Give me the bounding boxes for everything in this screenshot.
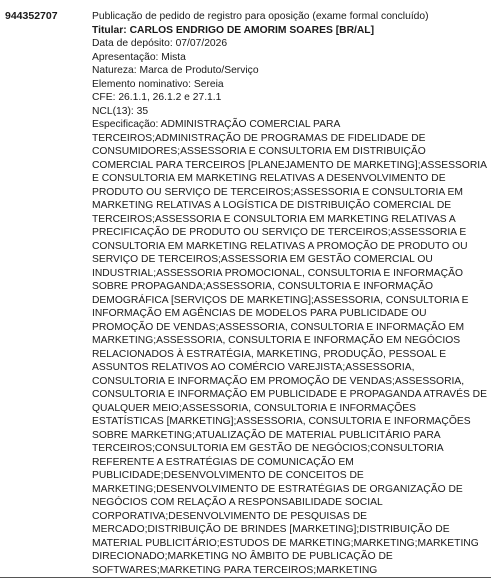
- ncl-class: NCL(13): 35: [92, 105, 149, 117]
- cfe-codes: CFE: 26.1.1, 26.1.2 e 27.1.1: [92, 92, 222, 103]
- dispatch-text: Publicação de pedido de registro para oposição (exame formal concluído): [92, 11, 429, 22]
- process-number: 944352707: [5, 10, 58, 22]
- deposit-date: Data de depósito: 07/07/2026: [92, 38, 228, 49]
- bottom-divider: [0, 577, 491, 578]
- specification-text: Especificação: ADMINISTRAÇÃO COMERCIAL PARA TERCEIROS;ADMINISTRAÇÃO DE PROGRAMAS DE FIDELIDADE DE CONSUMIDORES;ASSESSORIA E CONSULTORIA EM DISTRIBUIÇÃO COMERCIAL PARA TERCEIROS [PLANEJAMENTO DE MARKETING];ASSESSORIA E CONSULTORIA EM MARKETING RELATIVAS A DESENVOLVIMENTO DE PRODUTO OU SERVIÇO DE TERCEIROS;ASSESSORIA E CONSULTORIA EM MARKETING RELATIVAS A LOGÍSTICA DE DISTRIBUIÇÃO COMERCIAL DE TERCEIROS;ASSESSORIA E CONSULTORIA EM MARKETING RELATIVAS A PRECIFICAÇÃO DE PRODUTO OU SERVIÇO DE TERCEIROS;ASSESSORIA E CONSULTORIA EM MARKETING RELATIVAS A PROMOÇÃO DE PRODUTO OU SERVIÇO DE TERCEIROS;ASSESSORIA EM GESTÃO COMERCIAL OU INDUSTRIAL;ASSESSORIA PROMOCIONAL, CONSULTORIA E INFORMAÇÃO SOBRE PROPAGANDA;ASSESSORIA, CONSULTORIA E INFORMAÇÃO DEMOGRÁFICA [SERVIÇOS DE MARKETING];ASSESSORIA, CONSULTORIA E INFORMAÇÃO EM AGÊNCIAS DE MODELOS PARA PUBLICIDADE OU PROMOÇÃO DE VENDAS;ASSESSORIA, CONSULTORIA E INFORMAÇÃO EM MARKETING;ASSESSORIA, CONSULTORIA E INFORMAÇÃO EM NEGÓCIOS RELACIONADOS À ESTRATÉGIA, MARKETING, PRODUÇÃO, PESSOAL E ASSUNTOS RELATIVOS AO COMÉRCIO VAREJISTA;ASSESSORIA, CONSULTORIA E INFORMAÇÃO EM PROMOÇÃO DE VENDAS;ASSESSORIA, CONSULTORIA E INFORMAÇÃO EM PUBLICIDADE E PROPAGANDA ATRAVÉS DE QUALQUER MEIO;ASSESSORIA, CONSULTORIA E INFORMAÇÕES ESTATÍSTICAS [MARKETING];ASSESSORIA, CONSULTORIA E INFORMAÇÕES SOBRE MARKETING;ATUALIZAÇÃO DE MATERIAL PUBLICITÁRIO PARA TERCEIROS;CONSULTORIA EM GESTÃO DE NEGÓCIOS;CONSULTORIA REFERENTE A ESTRATÉGIAS DE COMUNICAÇÃO EM PUBLICIDADE;DESENVOLVIMENTO DE CONCEITOS DE MARKETING;DESENVOLVIMENTO DE ESTRATÉGIAS DE ORGANIZAÇÃO DE NEGÓCIOS COM RELAÇÃO A RESPONSABILIDADE SOCIAL CORPORATIVA;DESENVOLVIMENTO DE PESQUISAS DE MERCADO;DISTRIBUIÇÃO DE BRINDES [MARKETING];DISTRIBUIÇÃO DE MATERIAL PUBLICITÁRIO;ESTUDOS DE MARKETING;MARKETING;MARKETING DIRECIONADO;MARKETING NO ÂMBITO DE PUBLICAÇÃO DE SOFTWARES;MARKETING PARA TERCEIROS;MARKETING: [92, 119, 487, 576]
- presentation: Apresentação: Mista: [92, 51, 186, 63]
- holder-title: Titular: CARLOS ENDRIGO DE AMORIM SOARES [BR/AL]: [92, 24, 375, 36]
- nominative-element: Elemento nominativo: Sereia: [92, 78, 224, 90]
- nature: Natureza: Marca de Produto/Serviço: [92, 65, 259, 76]
- record-details: [92, 10, 488, 577]
